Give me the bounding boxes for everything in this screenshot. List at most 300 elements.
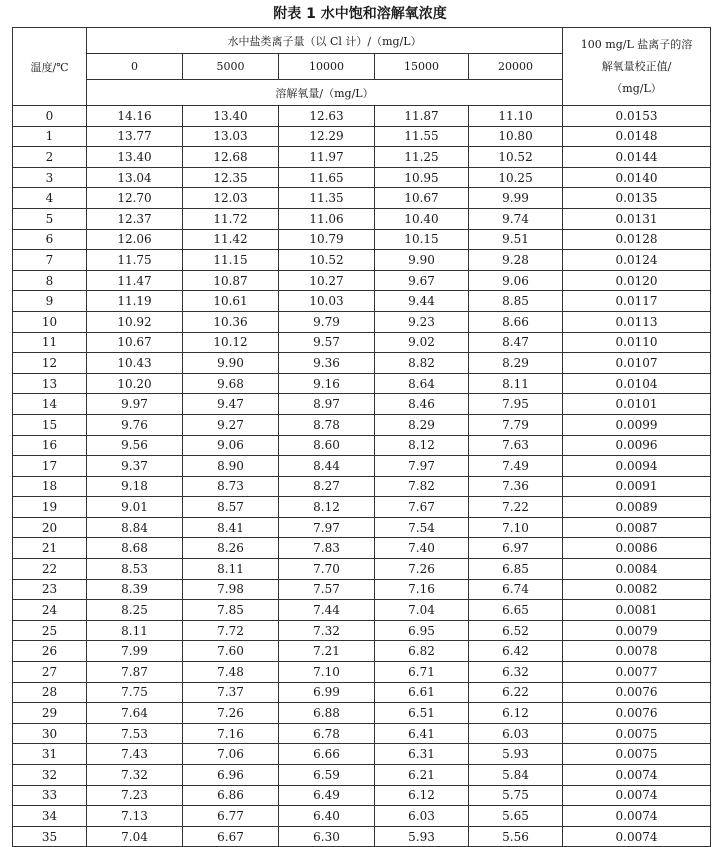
oxygen-value-cell: 9.18 <box>87 476 183 497</box>
table-row <box>13 538 711 559</box>
correction-cell: 0.0131 <box>563 208 711 229</box>
oxygen-value-cell: 8.53 <box>87 559 183 580</box>
oxygen-value-cell: 6.67 <box>183 826 279 847</box>
salt-level-header: 10000 <box>279 54 375 80</box>
oxygen-value-cell: 12.06 <box>87 229 183 250</box>
oxygen-value-cell: 11.75 <box>87 250 183 271</box>
oxygen-value-cell: 7.43 <box>87 744 183 765</box>
correction-cell: 0.0074 <box>563 785 711 806</box>
oxygen-value-cell: 13.40 <box>183 106 279 127</box>
oxygen-value-cell: 11.55 <box>375 126 469 147</box>
oxygen-value-cell: 7.26 <box>183 703 279 724</box>
oxygen-value-cell: 10.87 <box>183 270 279 291</box>
correction-header-line3: （mg/L） <box>611 81 662 95</box>
oxygen-value-cell: 9.02 <box>375 332 469 353</box>
oxygen-value-cell: 8.12 <box>375 435 469 456</box>
oxygen-value-cell: 7.97 <box>279 517 375 538</box>
oxygen-value-cell: 7.53 <box>87 723 183 744</box>
oxygen-value-cell: 8.26 <box>183 538 279 559</box>
oxygen-value-cell: 11.15 <box>183 250 279 271</box>
oxygen-value-cell: 6.82 <box>375 641 469 662</box>
oxygen-value-cell: 8.73 <box>183 476 279 497</box>
oxygen-value-cell: 9.36 <box>279 353 375 374</box>
oxygen-value-cell: 7.98 <box>183 579 279 600</box>
temperature-cell: 9 <box>13 291 87 312</box>
oxygen-value-cell: 12.68 <box>183 147 279 168</box>
oxygen-value-cell: 7.57 <box>279 579 375 600</box>
oxygen-value-cell: 7.87 <box>87 662 183 683</box>
oxygen-value-cell: 7.16 <box>183 723 279 744</box>
oxygen-value-cell: 11.87 <box>375 106 469 127</box>
correction-cell: 0.0099 <box>563 414 711 435</box>
oxygen-value-cell: 7.64 <box>87 703 183 724</box>
temperature-cell: 16 <box>13 435 87 456</box>
correction-header-line2: 解氧量校正值/ <box>601 59 672 73</box>
oxygen-value-cell: 7.48 <box>183 662 279 683</box>
temperature-cell: 17 <box>13 456 87 477</box>
correction-cell: 0.0107 <box>563 353 711 374</box>
oxygen-value-cell: 6.97 <box>469 538 563 559</box>
oxygen-value-cell: 8.57 <box>183 497 279 518</box>
table-row <box>13 517 711 538</box>
oxygen-value-cell: 8.41 <box>183 517 279 538</box>
correction-cell: 0.0120 <box>563 270 711 291</box>
salt-group-header: 水中盐类离子量（以 Cl 计）/（mg/L） <box>87 28 563 54</box>
oxygen-value-cell: 6.21 <box>375 765 469 786</box>
oxygen-value-cell: 8.97 <box>279 394 375 415</box>
oxygen-value-cell: 9.79 <box>279 311 375 332</box>
correction-cell: 0.0094 <box>563 456 711 477</box>
oxygen-value-cell: 11.25 <box>375 147 469 168</box>
oxygen-value-cell: 9.74 <box>469 208 563 229</box>
oxygen-value-cell: 11.35 <box>279 188 375 209</box>
correction-cell: 0.0091 <box>563 476 711 497</box>
table-row <box>13 600 711 621</box>
oxygen-value-cell: 5.93 <box>469 744 563 765</box>
table-row <box>13 703 711 724</box>
oxygen-value-cell: 8.11 <box>87 620 183 641</box>
table-title: 附表 1 水中饱和溶解氧浓度 <box>273 6 447 22</box>
oxygen-value-cell: 6.77 <box>183 806 279 827</box>
oxygen-value-cell: 12.03 <box>183 188 279 209</box>
oxygen-value-cell: 9.47 <box>183 394 279 415</box>
oxygen-value-cell: 8.90 <box>183 456 279 477</box>
oxygen-value-cell: 9.99 <box>469 188 563 209</box>
temperature-cell: 13 <box>13 373 87 394</box>
table-row <box>13 806 711 827</box>
temperature-cell: 24 <box>13 600 87 621</box>
oxygen-value-cell: 6.30 <box>279 826 375 847</box>
oxygen-value-cell: 7.10 <box>469 517 563 538</box>
temperature-cell: 19 <box>13 497 87 518</box>
oxygen-value-cell: 6.03 <box>375 806 469 827</box>
oxygen-value-cell: 7.32 <box>87 765 183 786</box>
table-row <box>13 723 711 744</box>
oxygen-value-cell: 7.26 <box>375 559 469 580</box>
oxygen-value-cell: 12.37 <box>87 208 183 229</box>
correction-cell: 0.0075 <box>563 723 711 744</box>
oxygen-value-cell: 14.16 <box>87 106 183 127</box>
temperature-cell: 23 <box>13 579 87 600</box>
correction-cell: 0.0074 <box>563 806 711 827</box>
oxygen-value-cell: 9.28 <box>469 250 563 271</box>
oxygen-value-cell: 9.27 <box>183 414 279 435</box>
oxygen-value-cell: 10.36 <box>183 311 279 332</box>
table-body <box>13 106 711 847</box>
oxygen-value-cell: 6.74 <box>469 579 563 600</box>
oxygen-value-cell: 13.03 <box>183 126 279 147</box>
oxygen-value-cell: 7.04 <box>87 826 183 847</box>
correction-cell: 0.0117 <box>563 291 711 312</box>
table-row <box>13 208 711 229</box>
oxygen-value-cell: 11.47 <box>87 270 183 291</box>
oxygen-value-cell: 7.70 <box>279 559 375 580</box>
temperature-cell: 2 <box>13 147 87 168</box>
correction-cell: 0.0153 <box>563 106 711 127</box>
oxygen-value-cell: 7.79 <box>469 414 563 435</box>
dissolved-oxygen-table <box>12 27 711 847</box>
temperature-cell: 31 <box>13 744 87 765</box>
temperature-cell: 26 <box>13 641 87 662</box>
oxygen-value-cell: 7.72 <box>183 620 279 641</box>
oxygen-value-cell: 8.46 <box>375 394 469 415</box>
temperature-cell: 3 <box>13 167 87 188</box>
oxygen-value-cell: 7.44 <box>279 600 375 621</box>
oxygen-value-cell: 9.90 <box>183 353 279 374</box>
oxygen-value-cell: 7.75 <box>87 682 183 703</box>
temperature-cell: 1 <box>13 126 87 147</box>
correction-cell: 0.0096 <box>563 435 711 456</box>
table-row <box>13 291 711 312</box>
table-header <box>13 28 711 106</box>
oxygen-value-cell: 6.78 <box>279 723 375 744</box>
oxygen-value-cell: 9.23 <box>375 311 469 332</box>
oxygen-value-cell: 6.61 <box>375 682 469 703</box>
oxygen-value-cell: 6.31 <box>375 744 469 765</box>
oxygen-value-cell: 10.67 <box>87 332 183 353</box>
oxygen-value-cell: 6.51 <box>375 703 469 724</box>
table-row <box>13 476 711 497</box>
oxygen-value-cell: 11.10 <box>469 106 563 127</box>
oxygen-value-cell: 13.77 <box>87 126 183 147</box>
oxygen-value-cell: 7.06 <box>183 744 279 765</box>
oxygen-value-cell: 10.92 <box>87 311 183 332</box>
table-row <box>13 353 711 374</box>
salt-level-header: 15000 <box>375 54 469 80</box>
correction-cell: 0.0075 <box>563 744 711 765</box>
temperature-cell: 10 <box>13 311 87 332</box>
correction-cell: 0.0128 <box>563 229 711 250</box>
table-row <box>13 229 711 250</box>
temperature-cell: 5 <box>13 208 87 229</box>
oxygen-value-cell: 6.32 <box>469 662 563 683</box>
temperature-cell: 33 <box>13 785 87 806</box>
table-row <box>13 785 711 806</box>
oxygen-value-cell: 6.03 <box>469 723 563 744</box>
oxygen-value-cell: 7.85 <box>183 600 279 621</box>
oxygen-value-cell: 7.32 <box>279 620 375 641</box>
oxygen-value-cell: 10.25 <box>469 167 563 188</box>
oxygen-value-cell: 8.11 <box>183 559 279 580</box>
oxygen-value-cell: 6.95 <box>375 620 469 641</box>
correction-cell: 0.0081 <box>563 600 711 621</box>
oxygen-value-cell: 7.49 <box>469 456 563 477</box>
oxygen-value-cell: 9.06 <box>183 435 279 456</box>
correction-cell: 0.0104 <box>563 373 711 394</box>
oxygen-value-cell: 13.40 <box>87 147 183 168</box>
temperature-cell: 34 <box>13 806 87 827</box>
temperature-cell: 0 <box>13 106 87 127</box>
oxygen-value-cell: 9.76 <box>87 414 183 435</box>
oxygen-value-cell: 6.66 <box>279 744 375 765</box>
oxygen-value-cell: 9.37 <box>87 456 183 477</box>
oxygen-value-cell: 8.11 <box>469 373 563 394</box>
table-row <box>13 311 711 332</box>
oxygen-value-cell: 8.29 <box>375 414 469 435</box>
table-row <box>13 456 711 477</box>
temperature-cell: 20 <box>13 517 87 538</box>
correction-cell: 0.0135 <box>563 188 711 209</box>
oxygen-value-cell: 8.66 <box>469 311 563 332</box>
temperature-cell: 25 <box>13 620 87 641</box>
oxygen-value-cell: 12.70 <box>87 188 183 209</box>
oxygen-value-cell: 8.29 <box>469 353 563 374</box>
oxygen-value-cell: 11.19 <box>87 291 183 312</box>
oxygen-value-cell: 5.84 <box>469 765 563 786</box>
oxygen-value-cell: 9.57 <box>279 332 375 353</box>
correction-cell: 0.0082 <box>563 579 711 600</box>
oxygen-value-cell: 7.54 <box>375 517 469 538</box>
table-row <box>13 497 711 518</box>
correction-cell: 0.0076 <box>563 703 711 724</box>
oxygen-value-cell: 7.37 <box>183 682 279 703</box>
table-row <box>13 414 711 435</box>
correction-cell: 0.0076 <box>563 682 711 703</box>
oxygen-value-cell: 9.97 <box>87 394 183 415</box>
temperature-cell: 11 <box>13 332 87 353</box>
oxygen-value-cell: 13.04 <box>87 167 183 188</box>
oxygen-value-cell: 8.39 <box>87 579 183 600</box>
table-row <box>13 682 711 703</box>
oxygen-value-cell: 6.86 <box>183 785 279 806</box>
oxygen-value-cell: 11.97 <box>279 147 375 168</box>
oxygen-value-cell: 7.10 <box>279 662 375 683</box>
temperature-cell: 29 <box>13 703 87 724</box>
oxygen-value-cell: 6.96 <box>183 765 279 786</box>
oxygen-value-cell: 6.59 <box>279 765 375 786</box>
oxygen-value-cell: 5.93 <box>375 826 469 847</box>
oxygen-value-cell: 8.12 <box>279 497 375 518</box>
correction-cell: 0.0084 <box>563 559 711 580</box>
temperature-cell: 28 <box>13 682 87 703</box>
temperature-cell: 14 <box>13 394 87 415</box>
oxygen-value-cell: 8.44 <box>279 456 375 477</box>
oxygen-value-cell: 10.61 <box>183 291 279 312</box>
oxygen-value-cell: 10.12 <box>183 332 279 353</box>
oxygen-value-cell: 6.52 <box>469 620 563 641</box>
oxygen-value-cell: 10.95 <box>375 167 469 188</box>
correction-cell: 0.0113 <box>563 311 711 332</box>
oxygen-value-cell: 6.12 <box>375 785 469 806</box>
oxygen-value-cell: 12.29 <box>279 126 375 147</box>
table-row <box>13 106 711 127</box>
oxygen-value-cell: 10.79 <box>279 229 375 250</box>
table-row <box>13 765 711 786</box>
temperature-cell: 35 <box>13 826 87 847</box>
oxygen-value-cell: 8.60 <box>279 435 375 456</box>
oxygen-value-cell: 7.60 <box>183 641 279 662</box>
oxygen-value-cell: 10.20 <box>87 373 183 394</box>
oxygen-value-cell: 7.04 <box>375 600 469 621</box>
oxygen-value-cell: 10.15 <box>375 229 469 250</box>
table-row <box>13 620 711 641</box>
oxygen-value-cell: 6.42 <box>469 641 563 662</box>
oxygen-value-cell: 6.49 <box>279 785 375 806</box>
oxygen-value-cell: 6.41 <box>375 723 469 744</box>
oxygen-value-cell: 8.64 <box>375 373 469 394</box>
oxygen-value-cell: 8.78 <box>279 414 375 435</box>
oxygen-value-cell: 5.56 <box>469 826 563 847</box>
table-row <box>13 126 711 147</box>
correction-cell: 0.0074 <box>563 826 711 847</box>
correction-cell: 0.0148 <box>563 126 711 147</box>
correction-cell: 0.0144 <box>563 147 711 168</box>
oxygen-value-cell: 9.67 <box>375 270 469 291</box>
oxygen-value-cell: 8.85 <box>469 291 563 312</box>
oxygen-value-cell: 9.51 <box>469 229 563 250</box>
oxygen-value-cell: 7.22 <box>469 497 563 518</box>
table-row <box>13 250 711 271</box>
oxygen-value-cell: 11.72 <box>183 208 279 229</box>
oxygen-value-cell: 7.82 <box>375 476 469 497</box>
oxygen-value-cell: 9.90 <box>375 250 469 271</box>
correction-cell: 0.0140 <box>563 167 711 188</box>
table-row <box>13 744 711 765</box>
oxygen-value-cell: 9.68 <box>183 373 279 394</box>
correction-header-line1: 100 mg/L 盐离子的溶 <box>580 37 693 51</box>
salt-level-header: 20000 <box>469 54 563 80</box>
oxygen-value-cell: 11.65 <box>279 167 375 188</box>
oxygen-value-cell: 10.80 <box>469 126 563 147</box>
oxygen-value-cell: 6.12 <box>469 703 563 724</box>
table-row <box>13 826 711 847</box>
oxygen-value-cell: 6.40 <box>279 806 375 827</box>
salt-level-header: 5000 <box>183 54 279 80</box>
oxygen-value-cell: 7.13 <box>87 806 183 827</box>
table-row <box>13 559 711 580</box>
temperature-cell: 22 <box>13 559 87 580</box>
oxygen-value-cell: 6.65 <box>469 600 563 621</box>
temperature-cell: 12 <box>13 353 87 374</box>
oxygen-value-cell: 11.42 <box>183 229 279 250</box>
correction-cell: 0.0079 <box>563 620 711 641</box>
oxygen-value-cell: 6.85 <box>469 559 563 580</box>
table-row <box>13 641 711 662</box>
table-row <box>13 147 711 168</box>
temperature-cell: 21 <box>13 538 87 559</box>
oxygen-value-cell: 8.84 <box>87 517 183 538</box>
oxygen-value-cell: 7.16 <box>375 579 469 600</box>
temperature-cell: 27 <box>13 662 87 683</box>
oxygen-value-cell: 7.83 <box>279 538 375 559</box>
oxygen-value-cell: 8.47 <box>469 332 563 353</box>
oxygen-value-cell: 7.63 <box>469 435 563 456</box>
table-row <box>13 332 711 353</box>
dissolved-oxygen-unit-header: 溶解氧量/（mg/L） <box>87 80 563 106</box>
oxygen-value-cell: 10.03 <box>279 291 375 312</box>
oxygen-value-cell: 6.99 <box>279 682 375 703</box>
oxygen-value-cell: 7.99 <box>87 641 183 662</box>
oxygen-value-cell: 7.36 <box>469 476 563 497</box>
table-row <box>13 373 711 394</box>
table-row <box>13 662 711 683</box>
oxygen-value-cell: 7.40 <box>375 538 469 559</box>
table-row <box>13 270 711 291</box>
oxygen-value-cell: 9.56 <box>87 435 183 456</box>
temperature-header: 温度/℃ <box>13 28 87 106</box>
temperature-cell: 7 <box>13 250 87 271</box>
temperature-cell: 8 <box>13 270 87 291</box>
salt-level-header: 0 <box>87 54 183 80</box>
table-row <box>13 394 711 415</box>
temperature-cell: 15 <box>13 414 87 435</box>
oxygen-value-cell: 7.95 <box>469 394 563 415</box>
oxygen-value-cell: 8.82 <box>375 353 469 374</box>
correction-header <box>563 28 711 106</box>
temperature-cell: 32 <box>13 765 87 786</box>
correction-cell: 0.0077 <box>563 662 711 683</box>
oxygen-value-cell: 5.75 <box>469 785 563 806</box>
oxygen-value-cell: 8.68 <box>87 538 183 559</box>
oxygen-value-cell: 10.27 <box>279 270 375 291</box>
oxygen-value-cell: 9.01 <box>87 497 183 518</box>
table-row <box>13 579 711 600</box>
table-row <box>13 188 711 209</box>
oxygen-value-cell: 7.23 <box>87 785 183 806</box>
oxygen-value-cell: 8.25 <box>87 600 183 621</box>
correction-cell: 0.0101 <box>563 394 711 415</box>
oxygen-value-cell: 10.52 <box>469 147 563 168</box>
oxygen-value-cell: 11.06 <box>279 208 375 229</box>
temperature-cell: 18 <box>13 476 87 497</box>
oxygen-value-cell: 8.27 <box>279 476 375 497</box>
oxygen-value-cell: 5.65 <box>469 806 563 827</box>
oxygen-value-cell: 6.88 <box>279 703 375 724</box>
correction-cell: 0.0110 <box>563 332 711 353</box>
correction-cell: 0.0087 <box>563 517 711 538</box>
table-row <box>13 167 711 188</box>
oxygen-value-cell: 9.44 <box>375 291 469 312</box>
oxygen-value-cell: 7.97 <box>375 456 469 477</box>
oxygen-value-cell: 12.35 <box>183 167 279 188</box>
temperature-cell: 30 <box>13 723 87 744</box>
correction-cell: 0.0086 <box>563 538 711 559</box>
correction-cell: 0.0124 <box>563 250 711 271</box>
oxygen-value-cell: 12.63 <box>279 106 375 127</box>
oxygen-value-cell: 9.06 <box>469 270 563 291</box>
correction-cell: 0.0074 <box>563 765 711 786</box>
oxygen-value-cell: 10.40 <box>375 208 469 229</box>
oxygen-value-cell: 10.52 <box>279 250 375 271</box>
oxygen-value-cell: 7.67 <box>375 497 469 518</box>
oxygen-value-cell: 6.22 <box>469 682 563 703</box>
oxygen-value-cell: 7.21 <box>279 641 375 662</box>
oxygen-value-cell: 10.43 <box>87 353 183 374</box>
table-row <box>13 435 711 456</box>
oxygen-value-cell: 6.71 <box>375 662 469 683</box>
oxygen-value-cell: 9.16 <box>279 373 375 394</box>
oxygen-value-cell: 10.67 <box>375 188 469 209</box>
